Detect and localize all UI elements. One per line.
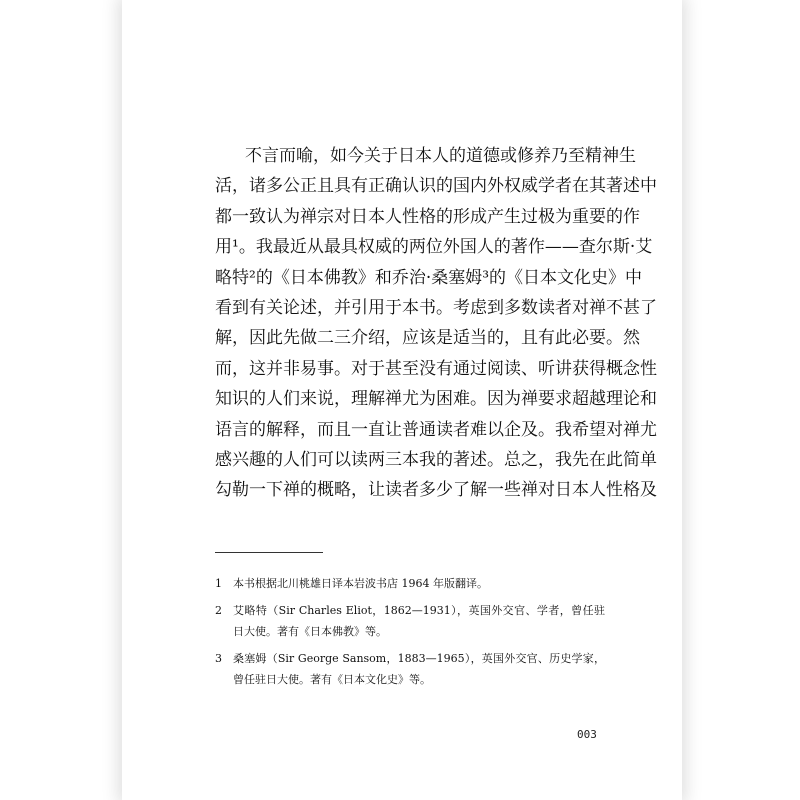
- paragraph-line: 语言的解释，而且一直让普通读者难以企及。我希望对禅尤: [215, 419, 657, 440]
- footnote-item: [215, 648, 605, 690]
- footnote-text: 本书根据北川桃雄日译本岩波书店 1964 年版翻译。: [233, 577, 488, 590]
- paragraph-line: 活，诸多公正且具有正确认识的国内外权威学者在其著述中: [215, 176, 657, 197]
- paragraph-line: 而，这并非易事。对于甚至没有通过阅读、听讲获得概念性: [215, 358, 657, 379]
- footnote-divider: [215, 552, 323, 553]
- footnote-number: 2: [215, 604, 222, 617]
- footnote-text: 桑塞姆（Sir George Sansom，1883—1965），英国外交官、历史学家，曾任驻日大使。著有《日本文化史》等。: [233, 652, 605, 686]
- main-paragraph: [215, 141, 657, 506]
- paragraph-line: 看到有关论述，并引用于本书。考虑到多数读者对禅不甚了: [215, 297, 657, 318]
- page-number: 003: [577, 728, 597, 741]
- paragraph-line: 知识的人们来说，理解禅尤为困难。因为禅要求超越理论和: [215, 389, 657, 410]
- paragraph-line: 感兴趣的人们可以读两三本我的著述。总之，我先在此简单: [215, 449, 657, 470]
- paragraph-line: 略特²的《日本佛教》和乔治·桑塞姆³的《日本文化史》中: [215, 267, 643, 288]
- footnote-text: 艾略特（Sir Charles Eliot，1862—1931），英国外交官、学者，曾任驻日大使。著有《日本佛教》等。: [233, 604, 605, 638]
- footnote-number: 3: [215, 652, 222, 665]
- footnotes: [215, 573, 605, 696]
- paragraph-line: 都一致认为禅宗对日本人性格的形成产生过极为重要的作: [215, 206, 640, 227]
- footnote-item: [215, 600, 605, 642]
- footnote-item: [215, 573, 605, 594]
- paragraph-line: 用¹。我最近从最具权威的两位外国人的著作——查尔斯·艾: [215, 237, 653, 258]
- footnote-number: 1: [215, 577, 222, 590]
- paragraph-line: 不言而喻，如今关于日本人的道德或修养乃至精神生: [245, 146, 636, 166]
- paragraph-line: 解，因此先做二三介绍，应该是适当的，且有此必要。然: [215, 328, 640, 349]
- paragraph-line: 勾勒一下禅的概略，让读者多少了解一些禅对日本人性格及: [215, 480, 657, 501]
